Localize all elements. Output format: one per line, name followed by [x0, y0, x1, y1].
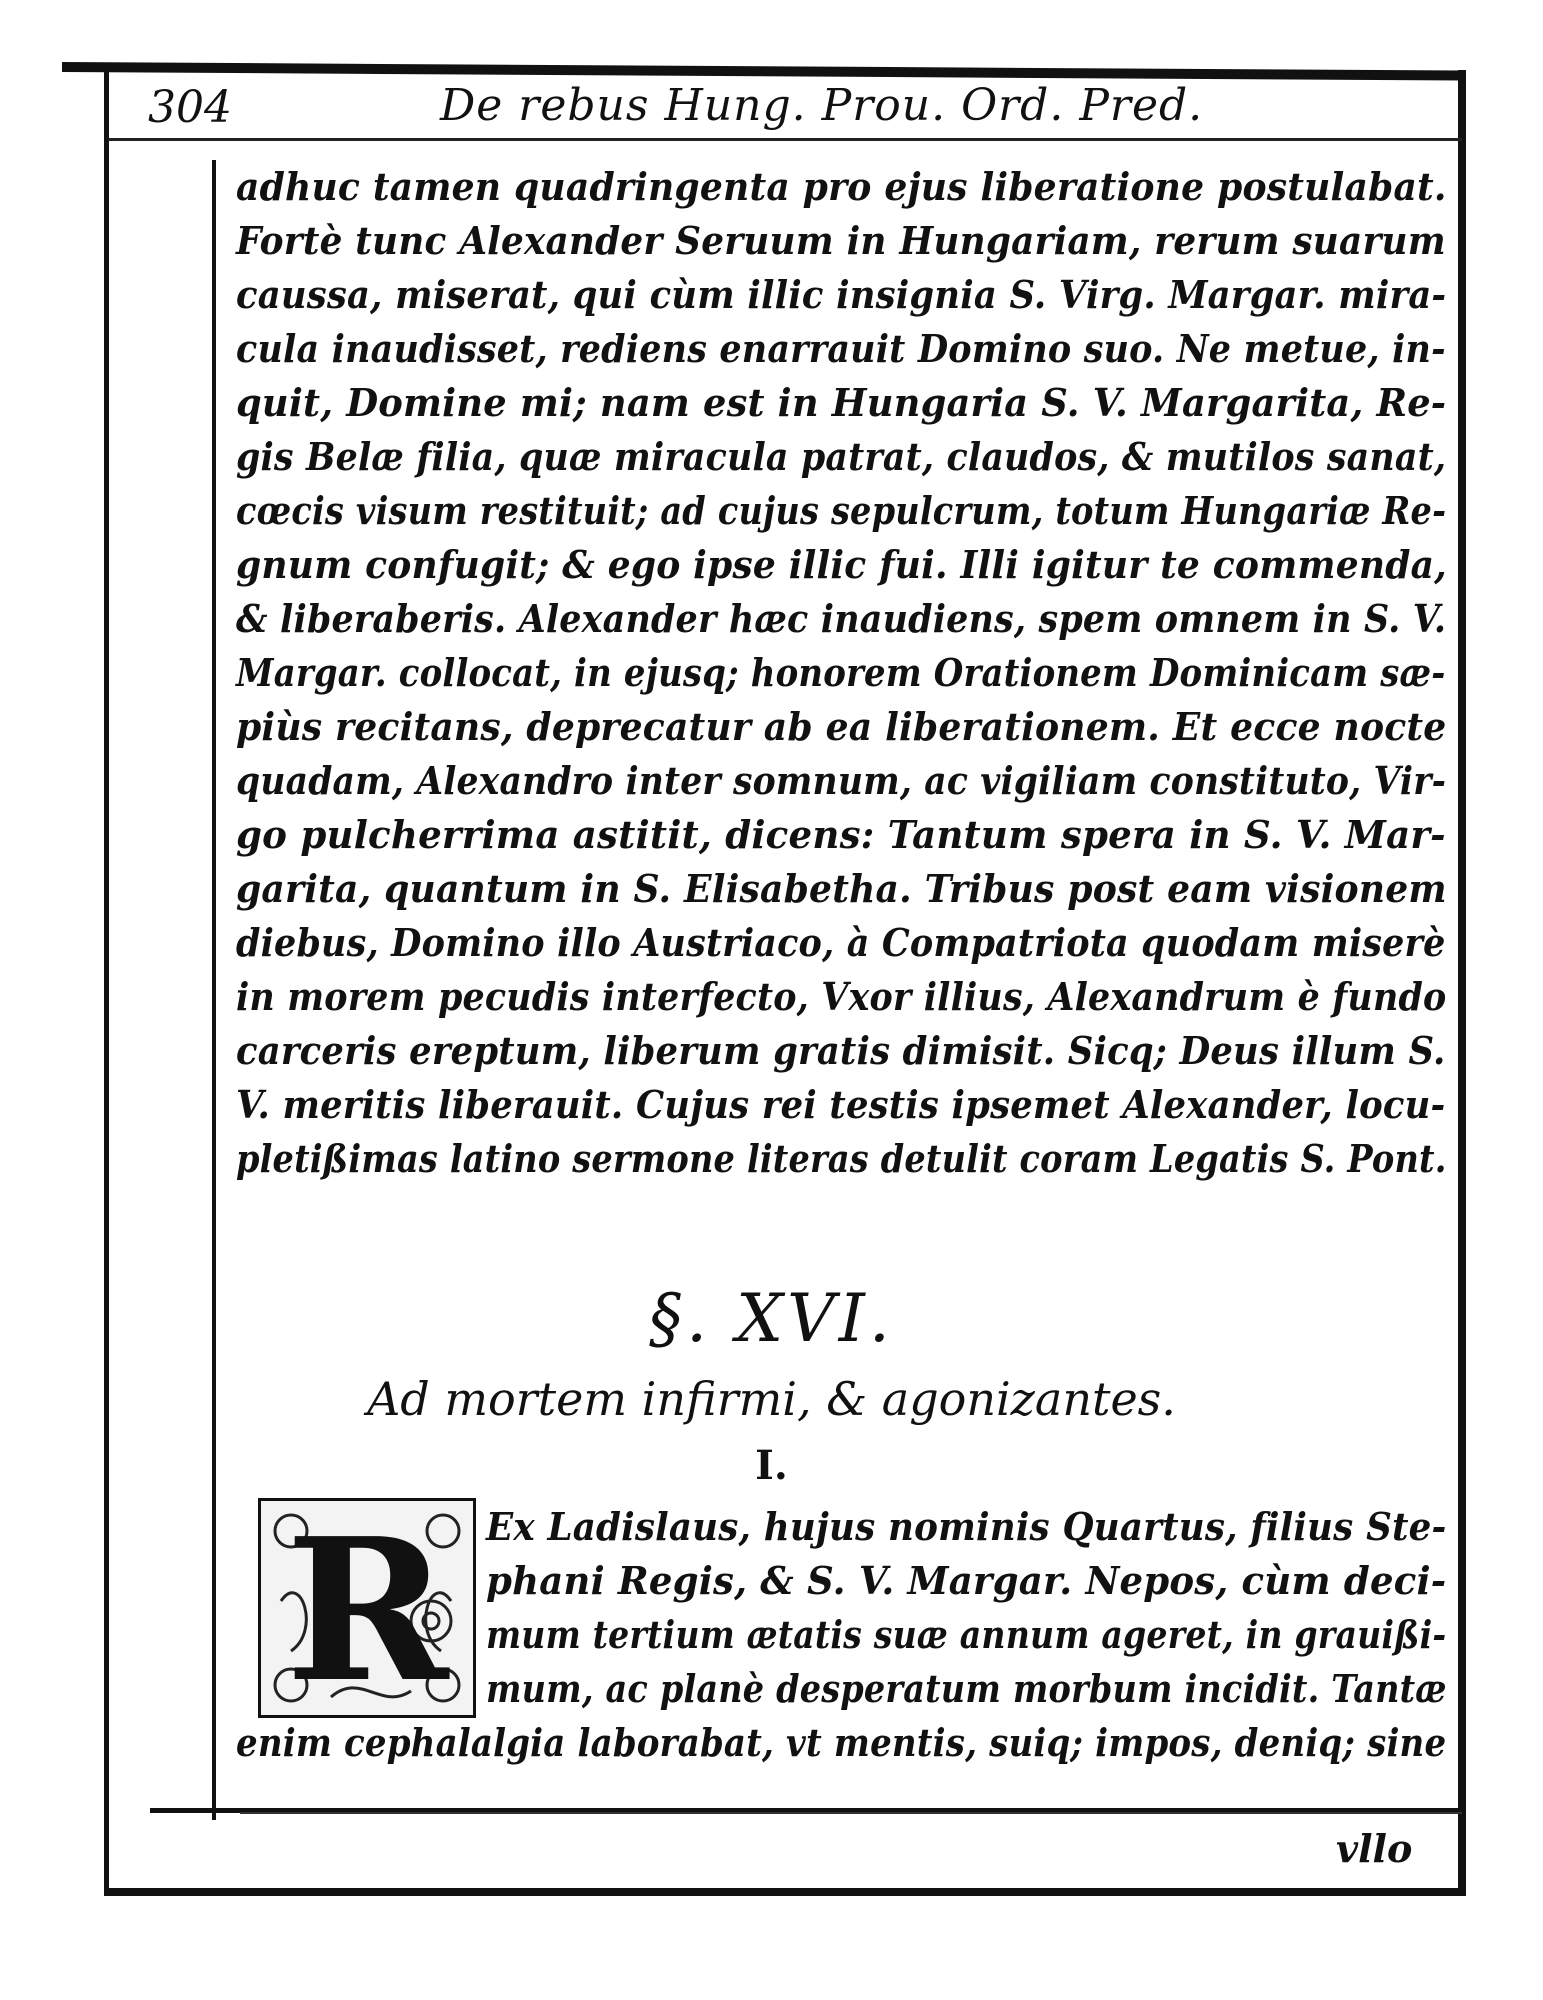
text-column-rule	[212, 160, 216, 1820]
page-frame-bottom-border	[108, 1888, 1462, 1896]
text-line: phani Regis, & S. V. Margar. Nepos, cùm deci-	[486, 1558, 1447, 1603]
text-line: go pulcherrima astitit, dicens: Tantum spera in S. V. Mar-	[236, 812, 1446, 857]
text-line: garita, quantum in S. Elisabetha. Tribus post eam visionem	[236, 866, 1447, 911]
text-line: enim cephalalgia laborabat, vt mentis, suiq; impos, deniq; sine	[236, 1720, 1447, 1765]
page-number: 304	[148, 82, 232, 133]
text-line: & liberaberis. Alexander hæc inaudiens, spem omnem in S. V.	[236, 596, 1447, 641]
text-line: in morem pecudis interfecto, Vxor illius, Alexandrum è fundo	[236, 974, 1447, 1019]
text-line: caussa, miserat, qui cùm illic insignia S. Virg. Margar. mira-	[236, 272, 1447, 317]
initial-letter: R	[285, 1496, 449, 1726]
text-line: gis Belæ filia, quæ miracula patrat, claudos, & mutilos sanat,	[236, 434, 1447, 479]
text-line: diebus, Domino illo Austriaco, à Compatriota quodam miserè	[236, 920, 1446, 965]
paragraph-number: I.	[755, 1442, 788, 1489]
page-frame-right-border	[1458, 70, 1466, 1896]
section-title: Ad mortem infirmi, & agonizantes.	[367, 1372, 1176, 1426]
text-line: mum, ac planè desperatum morbum incidit. Tantæ	[486, 1666, 1447, 1711]
header-rule	[108, 138, 1462, 141]
text-line: quit, Domine mi; nam est in Hungaria S. V. Margarita, Re-	[236, 380, 1447, 425]
catchword: vllo	[1336, 1826, 1413, 1871]
text-line: adhuc tamen quadringenta pro ejus liberatione postulabat.	[236, 164, 1447, 209]
text-line: cula inaudisset, rediens enarrauit Domino suo. Ne metue, in-	[236, 326, 1446, 371]
text-line: mum tertium ætatis suæ annum ageret, in grauißi-	[486, 1612, 1447, 1657]
text-line: Ex Ladislaus, hujus nominis Quartus, filius Ste-	[486, 1504, 1447, 1549]
decorated-initial	[258, 1496, 476, 1726]
text-line: pletißimas latino sermone literas detulit coram Legatis S. Pont.	[236, 1136, 1447, 1181]
running-head: De rebus Hung. Prou. Ord. Pred.	[440, 80, 1204, 131]
section-number: §. XVI.	[649, 1280, 894, 1357]
paragraph-text-continued	[236, 1716, 1446, 1770]
text-line: gnum confugit; & ego ipse illic fui. Illi igitur te commenda,	[236, 542, 1447, 587]
text-line: piùs recitans, deprecatur ab ea liberationem. Et ecce nocte	[236, 704, 1447, 749]
text-line: cœcis visum restituit; ad cujus sepulcrum, totum Hungariæ Re-	[236, 488, 1447, 533]
page-frame-left-border	[104, 66, 109, 1896]
text-line: quadam, Alexandro inter somnum, ac vigiliam constituto, Vir-	[236, 758, 1447, 803]
text-line: Fortè tunc Alexander Seruum in Hungariam, rerum suarum	[236, 218, 1446, 263]
text-line: V. meritis liberauit. Cujus rei testis ipsemet Alexander, locu-	[236, 1082, 1446, 1127]
footer-rule-thin	[240, 1812, 1462, 1814]
page-frame-top-border	[62, 62, 1462, 81]
paragraph-text	[486, 1500, 1446, 1716]
text-line: Margar. collocat, in ejusq; honorem Orationem Dominicam sæ-	[236, 650, 1446, 695]
text-line: carceris ereptum, liberum gratis dimisit. Sicq; Deus illum S.	[236, 1028, 1446, 1073]
body-text	[236, 160, 1446, 1186]
